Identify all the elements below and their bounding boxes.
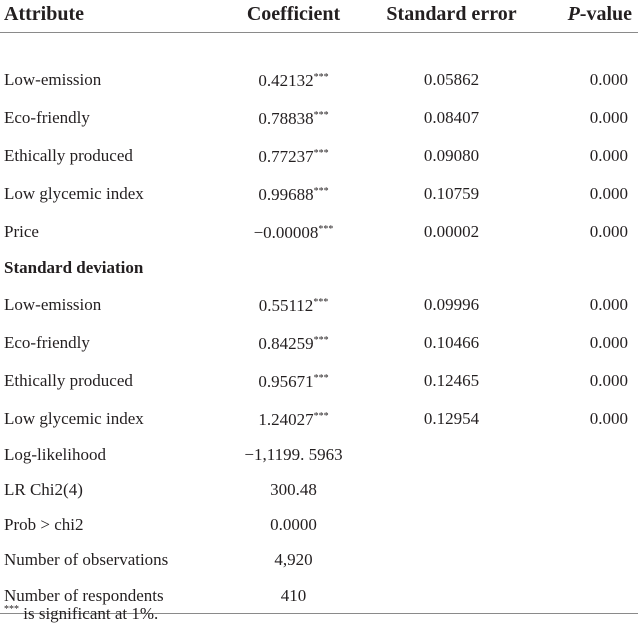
coefficient-value: 0.42132 xyxy=(258,71,314,90)
standard-error-cell xyxy=(371,472,532,507)
significance-stars: *** xyxy=(313,297,329,308)
table-row xyxy=(0,542,638,577)
header-coefficient: Coefficient xyxy=(216,0,371,33)
coefficient-cell xyxy=(216,60,371,98)
standard-error-cell: 0.12954 xyxy=(423,408,480,428)
significance-stars: *** xyxy=(318,224,334,235)
attribute-cell: Eco-friendly xyxy=(4,332,90,352)
table-row xyxy=(0,212,638,250)
significance-stars: *** xyxy=(313,373,329,384)
coefficient-cell: 4,920 xyxy=(274,550,313,569)
p-value-cell: 0.000 xyxy=(589,69,628,89)
coefficient-value: 0.55112 xyxy=(258,296,314,315)
significance-stars: *** xyxy=(313,335,329,346)
standard-error-cell: 0.10759 xyxy=(423,183,480,203)
table-row xyxy=(0,437,638,472)
coefficient-value: 0.99688 xyxy=(258,185,314,204)
header-standard-error: Standard error xyxy=(371,0,532,33)
spacer-row xyxy=(0,33,638,61)
standard-error-cell: 0.00002 xyxy=(423,221,480,241)
standard-error-cell xyxy=(371,250,532,285)
standard-error-cell: 0.09996 xyxy=(423,294,480,314)
section-heading-row xyxy=(0,250,638,285)
coefficient-cell xyxy=(216,285,371,323)
coefficient-cell xyxy=(216,174,371,212)
p-value-cell xyxy=(532,577,638,614)
p-value-cell: 0.000 xyxy=(589,145,628,165)
coefficient-value: 0.95671 xyxy=(258,372,314,391)
standard-error-cell xyxy=(371,542,532,577)
header-p-value-suffix: -value xyxy=(579,3,632,25)
standard-error-cell xyxy=(371,437,532,472)
p-value-cell: 0.000 xyxy=(589,332,628,352)
attribute-cell: Low glycemic index xyxy=(4,408,144,428)
table-row xyxy=(0,98,638,136)
attribute-cell: Number of observations xyxy=(4,550,169,569)
table-header xyxy=(0,0,638,33)
table-row xyxy=(0,399,638,437)
p-value-cell xyxy=(532,250,638,285)
footnote-stars: *** xyxy=(4,604,19,615)
standard-error-cell: 0.09080 xyxy=(423,145,480,165)
p-value-cell: 0.000 xyxy=(589,370,628,390)
coefficient-cell: 300.48 xyxy=(270,480,317,499)
coefficient-cell xyxy=(216,250,371,285)
p-value-cell xyxy=(532,472,638,507)
significance-stars: *** xyxy=(313,411,329,422)
p-value-cell xyxy=(532,507,638,542)
table-body xyxy=(0,33,638,614)
coefficient-value: −0.00008 xyxy=(253,223,319,242)
coefficient-value: 1.24027 xyxy=(258,410,314,429)
attribute-cell: Eco-friendly xyxy=(4,107,90,127)
attribute-cell: Ethically produced xyxy=(4,145,133,165)
header-p-value xyxy=(532,0,638,33)
attribute-cell: Number of respondents xyxy=(0,577,216,614)
header-p-value-italic: P xyxy=(567,3,580,25)
significance-stars: *** xyxy=(313,186,329,197)
attribute-cell: Log-likelihood xyxy=(4,445,106,464)
attribute-cell: LR Chi2(4) xyxy=(4,480,83,499)
standard-error-cell: 0.12465 xyxy=(423,370,480,390)
table-row xyxy=(0,136,638,174)
table-row xyxy=(0,174,638,212)
table-row xyxy=(0,361,638,399)
p-value-cell: 0.000 xyxy=(589,408,628,428)
table-row xyxy=(0,323,638,361)
footnote-text: is significant at 1%. xyxy=(19,604,159,623)
attribute-cell: Low glycemic index xyxy=(4,183,144,203)
coefficient-value: 0.77237 xyxy=(258,147,314,166)
coefficient-value: 0.84259 xyxy=(258,334,314,353)
attribute-cell: Low-emission xyxy=(4,294,102,314)
attribute-cell: Low-emission xyxy=(4,69,102,89)
section-heading: Standard deviation xyxy=(4,258,144,277)
significance-stars: *** xyxy=(313,72,329,83)
header-row xyxy=(0,0,638,33)
attribute-cell: Ethically produced xyxy=(4,370,133,390)
p-value-cell: 0.000 xyxy=(589,294,628,314)
standard-error-cell: 0.10466 xyxy=(423,332,480,352)
coefficient-cell xyxy=(216,399,371,437)
standard-error-cell xyxy=(371,577,532,614)
standard-error-cell: 0.08407 xyxy=(423,107,480,127)
coefficient-cell xyxy=(216,212,371,250)
significance-stars: *** xyxy=(313,110,329,121)
table-row xyxy=(0,472,638,507)
p-value-cell: 0.000 xyxy=(589,107,628,127)
standard-error-cell: 0.05862 xyxy=(423,69,480,89)
coefficient-cell xyxy=(216,136,371,174)
coefficient-cell: 410 xyxy=(216,577,371,614)
table-footnote xyxy=(4,604,158,624)
coefficient-cell xyxy=(216,361,371,399)
coefficient-value: 0.78838 xyxy=(258,109,314,128)
table-row xyxy=(0,507,638,542)
coefficient-cell: −1,1199. 5963 xyxy=(244,445,343,464)
coefficient-cell: 0.0000 xyxy=(270,515,317,534)
standard-error-cell xyxy=(371,507,532,542)
attribute-cell: Prob > chi2 xyxy=(4,515,84,534)
coefficient-cell xyxy=(216,98,371,136)
significance-stars: *** xyxy=(313,148,329,159)
p-value-cell xyxy=(532,542,638,577)
table-row xyxy=(0,60,638,98)
table-row xyxy=(0,285,638,323)
p-value-cell: 0.000 xyxy=(589,221,628,241)
attribute-cell: Price xyxy=(4,221,39,241)
header-attribute: Attribute xyxy=(0,0,216,33)
p-value-cell: 0.000 xyxy=(589,183,628,203)
coefficient-cell xyxy=(216,323,371,361)
p-value-cell xyxy=(532,437,638,472)
